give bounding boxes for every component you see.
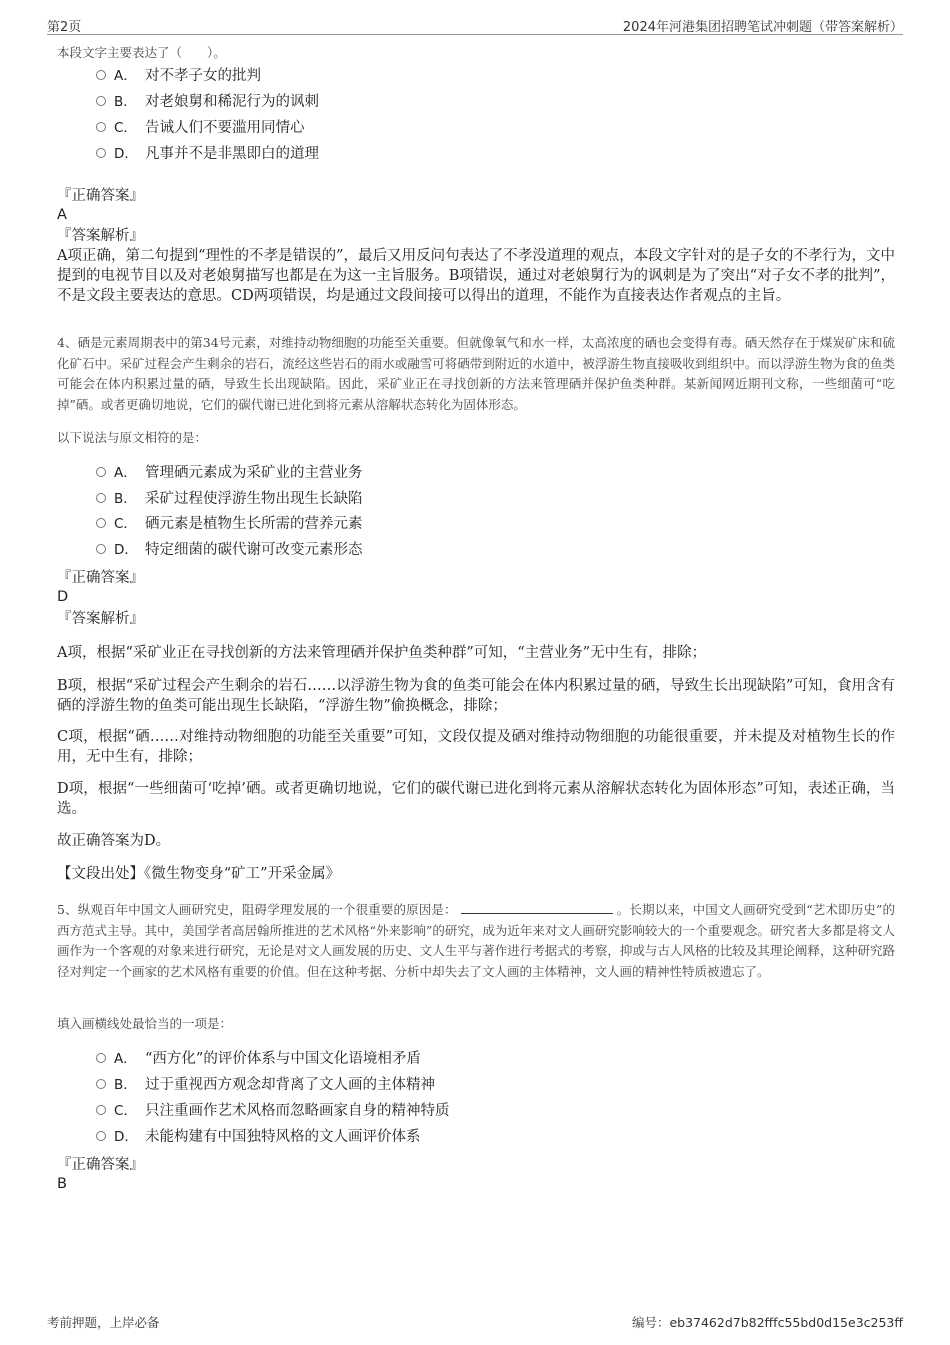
fill-blank: [461, 901, 613, 914]
q3-option-a[interactable]: A． 对不孝子女的批判: [96, 66, 261, 86]
q4-analysis-b: B项，根据“采矿过程会产生剩余的岩石……以浮游生物为食的鱼类可能会在体内积累过量的硒，导致生长出现缺陷”可知，食用含有硒的浮游生物的鱼类可能出现生长缺陷，“浮游生物”偷换概念，排除；: [57, 678, 895, 714]
q4-answer-label: 『正确答案』: [57, 570, 144, 586]
q4-passage: 4、硒是元素周期表中的第34号元素，对维持动物细胞的功能至关重要。但就像氧气和水一样，太高浓度的硒也会变得有毒。硒天然存在于煤炭矿床和硫化矿石中。采矿过程会产生剩余的岩石，流经这些岩石的雨水或融雪可将硒带到附近的水道中，被浮游生物直接吸收到组织中。而以浮游生物为食的鱼类可能会在体内积累过量的硒，导致生长出现缺陷。因此，采矿业正在寻找创新的方法来管理硒并保护鱼类种群。某新闻网近期刊文称，一些细菌可“吃掉”硒。或者更确切地说，它们的碳代谢已进化到将元素从溶解状态转化为固体形态。: [57, 335, 895, 412]
q4-analysis-a: A项，根据“采矿业正在寻找创新的方法来管理硒并保护鱼类种群”可知，“主营业务”无中生有，排除；: [57, 645, 707, 661]
radio-icon[interactable]: [96, 148, 106, 158]
radio-icon[interactable]: [96, 1053, 106, 1063]
page-footer: [47, 1313, 903, 1331]
q3-option-d[interactable]: D． 凡事并不是非黑即白的道理: [96, 144, 319, 164]
q4-analysis-d: D项，根据“一些细菌可‘吃掉’硒。或者更确切地说，它们的碳代谢已进化到将元素从溶解状态转化为固体形态”可知，表述正确，当选。: [57, 781, 895, 817]
q5-option-c[interactable]: C． 只注重画作艺术风格而忽略画家自身的精神特质: [96, 1101, 450, 1121]
radio-icon[interactable]: [96, 467, 106, 477]
q3-option-c[interactable]: C． 告诫人们不要滥用同情心: [96, 118, 305, 138]
radio-icon[interactable]: [96, 518, 106, 528]
q5-prompt: 填入画横线处最恰当的一项是：: [57, 1016, 233, 1031]
q5-answer-label: 『正确答案』: [57, 1157, 144, 1173]
q4-answer: D: [57, 589, 69, 605]
page-header: [47, 14, 903, 35]
radio-icon[interactable]: [96, 1131, 106, 1141]
q4-source: 【文段出处】《微生物变身“矿工”开采金属》: [57, 866, 341, 882]
q3-answer-label: 『正确答案』: [57, 188, 144, 204]
q4-option-b[interactable]: B． 采矿过程使浮游生物出现生长缺陷: [96, 489, 363, 509]
page-number: 第2页: [47, 20, 82, 35]
q3-analysis: A项正确，第二句提到“理性的不孝是错误的”，最后又用反问句表达了不孝没道理的观点，本段文字针对的是子女的不孝行为，文中提到的电视节目以及对老娘舅描写也都是在为这一主旨服务。B项错误，通过对老娘舅行为的讽刺是为了突出“对子女不孝的批判”，不是文段主要表达的意思。CD两项错误，均是通过文段间接可以得出的道理，不能作为直接表达作者观点的主旨。: [57, 248, 895, 304]
radio-icon[interactable]: [96, 544, 106, 554]
q5-option-a[interactable]: A． “西方化”的评价体系与中国文化语境相矛盾: [96, 1049, 421, 1069]
radio-icon[interactable]: [96, 96, 106, 106]
q5-answer: B: [57, 1176, 67, 1192]
q5-passage: 5、纵观百年中国文人画研究史，阻碍学理发展的一个很重要的原因是： 。长期以来，中国文人画研究受到“艺术即历史”的西方范式主导。其中，美国学者高居翰所推进的艺术风格“外来影响”的研究，成为近年来对文人画研究影响较大的一个重要观念。研究者大多都是将文人画作为一个客观的对象来进行研究，无论是对文人画发展的历史、文人生平与著作进行考据式的考察，抑或与古人风格的比较及其理论阐释，这种研究路径对判定一个画家的艺术风格有重要的价值。但在这种考据、分析中却失去了文人画的主体精神，文人画的精神性特质被遗忘了。: [57, 902, 895, 979]
radio-icon[interactable]: [96, 70, 106, 80]
q4-option-c[interactable]: C． 硒元素是植物生长所需的营养元素: [96, 514, 363, 534]
q4-analysis-label: 『答案解析』: [57, 611, 144, 627]
q5-option-d[interactable]: D． 未能构建有中国独特风格的文人画评价体系: [96, 1127, 421, 1147]
q3-prompt: 本段文字主要表达了（ ）。: [57, 45, 226, 60]
q4-analysis-c: C项，根据“硒……对维持动物细胞的功能至关重要”可知，文段仅提及硒对维持动物细胞的功能很重要，并未提及对植物生长的作用，无中生有，排除；: [57, 729, 895, 765]
q4-conclusion: 故正确答案为D。: [57, 833, 171, 849]
q3-analysis-label: 『答案解析』: [57, 228, 144, 244]
radio-icon[interactable]: [96, 122, 106, 132]
q5-option-b[interactable]: B． 过于重视西方观念却背离了文人画的主体精神: [96, 1075, 435, 1095]
q3-option-b[interactable]: B． 对老娘舅和稀泥行为的讽刺: [96, 92, 319, 112]
q4-option-a[interactable]: A． 管理硒元素成为采矿业的主营业务: [96, 463, 363, 483]
q3-answer: A: [57, 207, 67, 223]
q4-prompt: 以下说法与原文相符的是：: [57, 430, 208, 445]
document-id: 编号：eb37462d7b82fffc55bd0d15e3c253ff: [631, 1315, 903, 1330]
radio-icon[interactable]: [96, 493, 106, 503]
q4-option-d[interactable]: D． 特定细菌的碳代谢可改变元素形态: [96, 540, 363, 560]
footer-slogan: 考前押题，上岸必备: [47, 1315, 160, 1330]
radio-icon[interactable]: [96, 1105, 106, 1115]
document-title: 2024年河港集团招聘笔试冲刺题（带答案解析）: [622, 20, 903, 35]
radio-icon[interactable]: [96, 1079, 106, 1089]
